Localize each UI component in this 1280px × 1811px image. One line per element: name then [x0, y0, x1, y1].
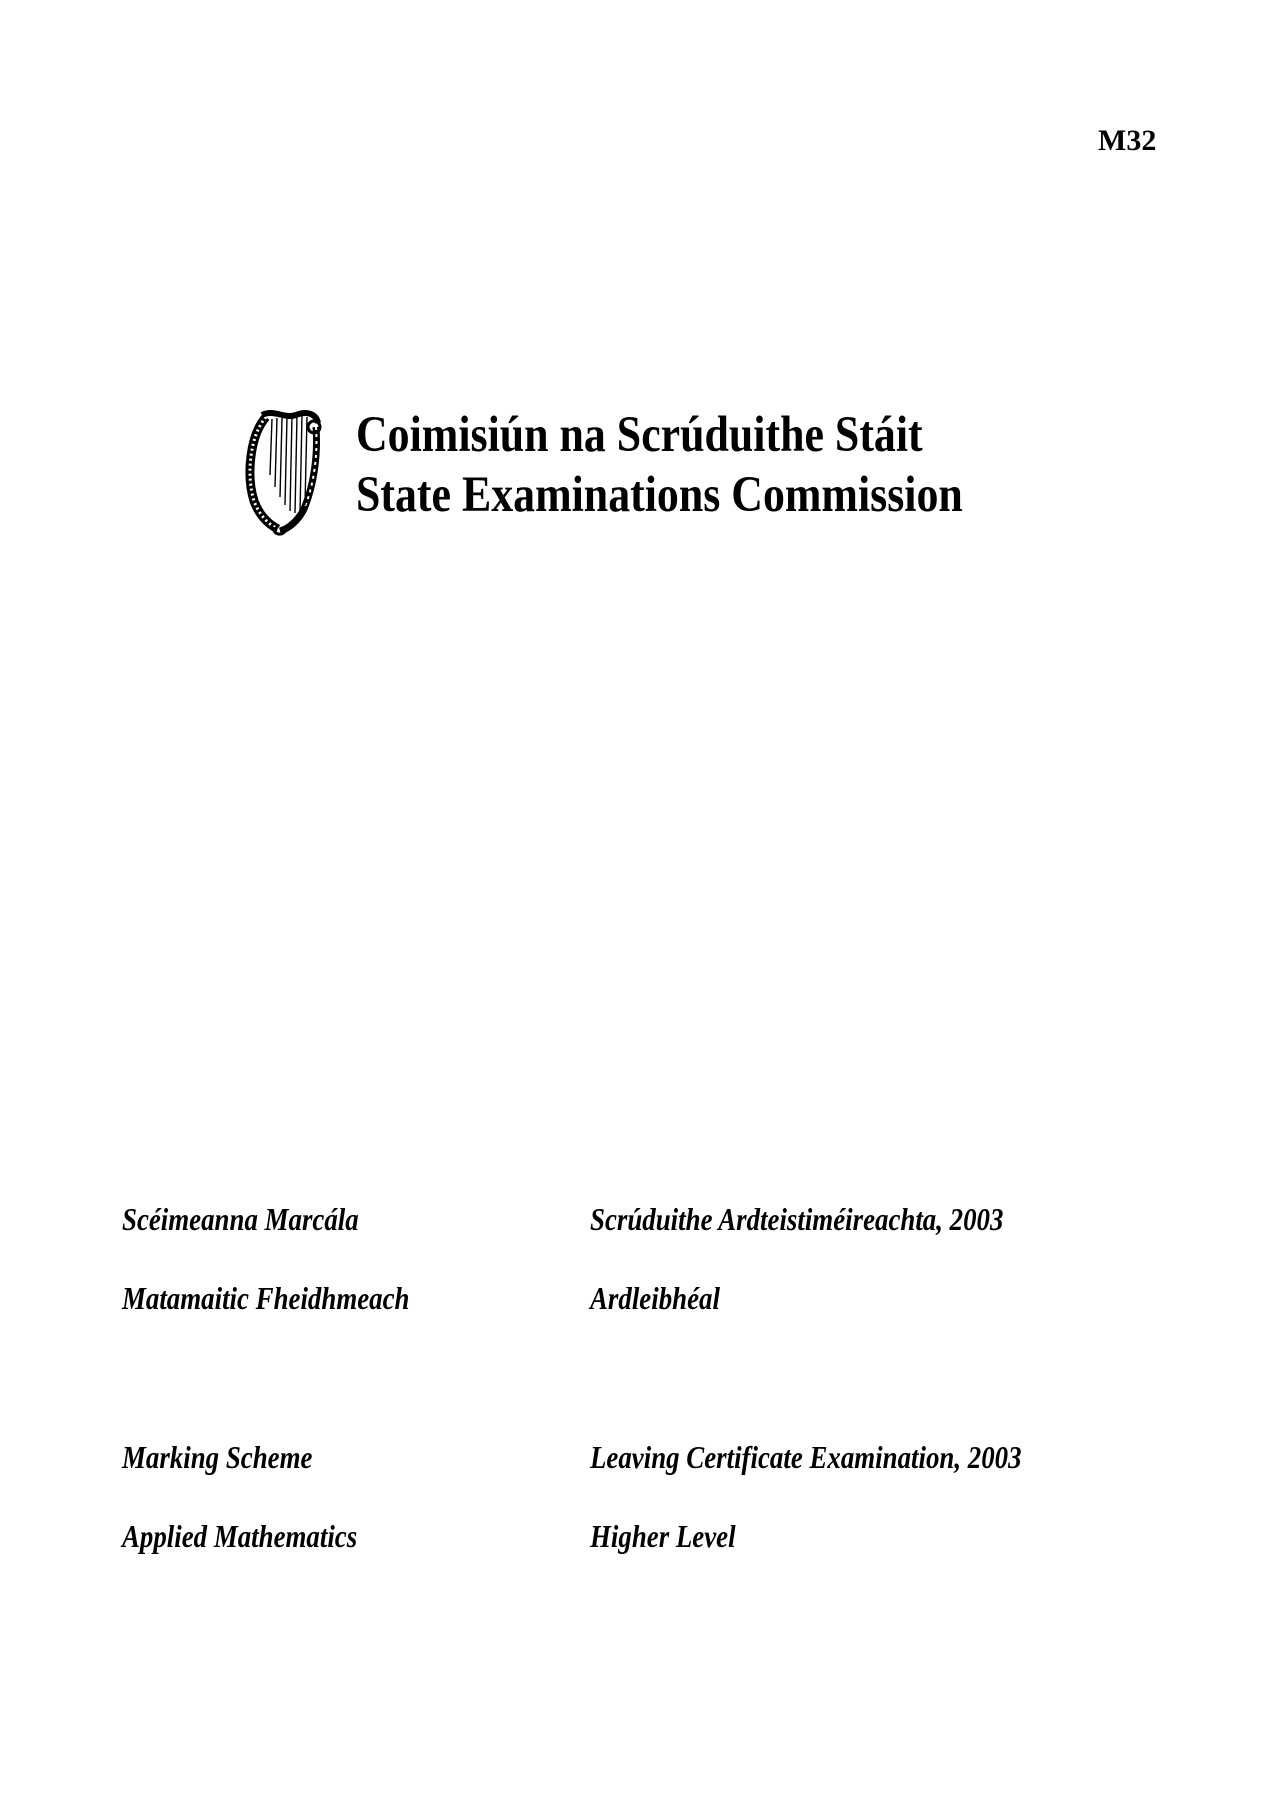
irish-exam-name: Scrúduithe Ardteistiméireachta, 2003	[590, 1201, 1004, 1237]
irish-doc-type: Scéimeanna Marcála	[122, 1201, 359, 1237]
english-exam-name: Leaving Certificate Examination, 2003	[590, 1439, 1022, 1475]
irish-level: Ardleibhéal	[590, 1280, 720, 1316]
english-subject: Applied Mathematics	[122, 1518, 358, 1554]
document-code: M32	[1098, 124, 1157, 157]
title-irish: Coimisiún na Scrúduithe Stáit	[356, 407, 923, 463]
title-english: State Examinations Commission	[356, 467, 963, 523]
irish-subject: Matamaitic Fheidhmeach	[122, 1280, 410, 1316]
english-doc-type: Marking Scheme	[122, 1439, 313, 1475]
harp-icon	[244, 405, 324, 537]
english-level: Higher Level	[590, 1518, 736, 1554]
